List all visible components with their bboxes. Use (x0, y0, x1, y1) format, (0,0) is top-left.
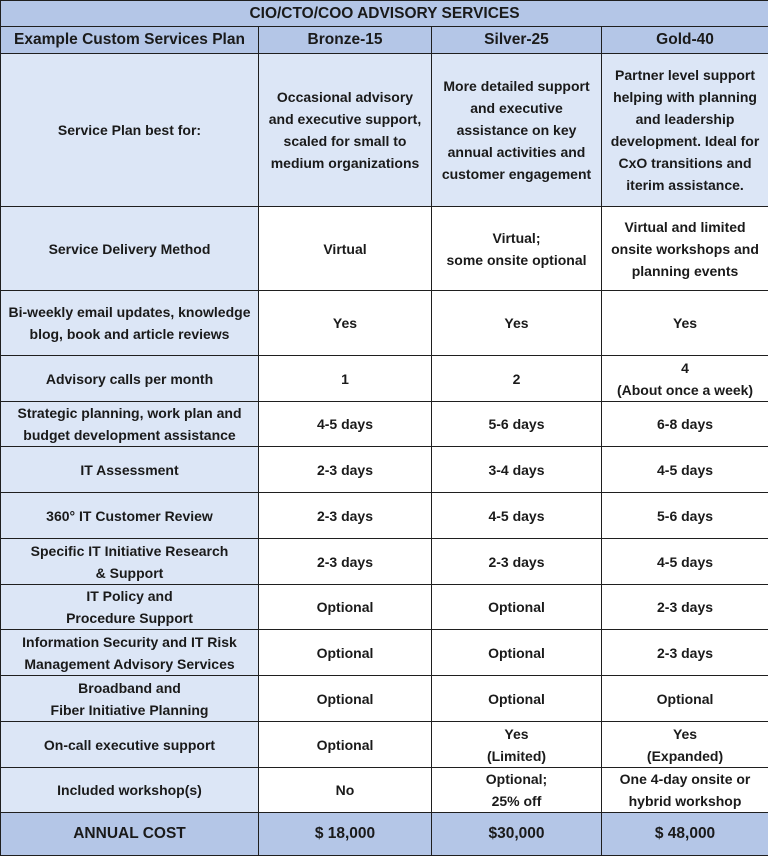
cell-strategic-planning-gold (602, 402, 768, 447)
row-label-initiative-research (1, 539, 259, 585)
cell-policy-support-gold (602, 585, 768, 630)
cell-line: 2-3 days (262, 551, 428, 573)
cell-line: helping with planning (605, 86, 765, 108)
cell-line: 2 (435, 368, 598, 390)
table-row (1, 447, 768, 493)
cell-advisory-calls-silver (432, 356, 602, 402)
cell-line: assistance on key (435, 119, 598, 141)
cell-line: 2-3 days (605, 596, 765, 618)
cell-line: Virtual (262, 238, 428, 260)
cell-line: 25% off (435, 790, 598, 812)
cell-delivery-method-silver (432, 207, 602, 291)
cell-line: annual activities and (435, 141, 598, 163)
cell-line: Yes (435, 723, 598, 745)
row-label-customer-review (1, 493, 259, 539)
cell-security-risk-bronze (259, 630, 432, 676)
row-label-strategic-planning (1, 402, 259, 447)
table-row (1, 54, 768, 207)
cell-line: 6-8 days (605, 413, 765, 435)
cell-broadband-planning-bronze (259, 676, 432, 722)
cell-line: 4-5 days (435, 505, 598, 527)
cell-best-for-gold (602, 54, 768, 207)
cell-workshops-gold (602, 768, 768, 813)
cell-line: More detailed support (435, 75, 598, 97)
cell-line: 1 (262, 368, 428, 390)
cell-line: (Limited) (435, 745, 598, 767)
cell-line: onsite workshops and (605, 238, 765, 260)
cell-line: 4 (605, 357, 765, 379)
table-row (1, 402, 768, 447)
cell-line: 2-3 days (435, 551, 598, 573)
cell-initiative-research-gold (602, 539, 768, 585)
cell-advisory-calls-bronze (259, 356, 432, 402)
row-label-security-risk (1, 630, 259, 676)
cell-policy-support-silver (432, 585, 602, 630)
cell-customer-review-gold (602, 493, 768, 539)
row-label-broadband-planning (1, 676, 259, 722)
row-label-it-assessment (1, 447, 259, 493)
row-label-delivery-method (1, 207, 259, 291)
cell-line: Optional (262, 596, 428, 618)
cell-email-updates-gold (602, 291, 768, 356)
annual-cost-silver: $30,000 (432, 813, 602, 856)
cell-line: Virtual; (435, 227, 598, 249)
annual-cost-row (1, 813, 768, 856)
cell-best-for-silver (432, 54, 602, 207)
cell-line: Optional (262, 734, 428, 756)
cell-line: CxO transitions and (605, 152, 765, 174)
cell-strategic-planning-silver (432, 402, 602, 447)
row-label-line: Service Delivery Method (4, 238, 255, 260)
cell-on-call-support-bronze (259, 722, 432, 768)
cell-line: One 4-day onsite or (605, 768, 765, 790)
header-plan-silver: Silver-25 (432, 27, 602, 54)
cell-strategic-planning-bronze (259, 402, 432, 447)
cell-initiative-research-bronze (259, 539, 432, 585)
cell-line: No (262, 779, 428, 801)
row-label-line: IT Policy and (4, 585, 255, 607)
row-label-line: Procedure Support (4, 607, 255, 629)
cell-security-risk-gold (602, 630, 768, 676)
cell-line: iterim assistance. (605, 174, 765, 196)
row-label-advisory-calls (1, 356, 259, 402)
cell-it-assessment-gold (602, 447, 768, 493)
cell-line: 5-6 days (435, 413, 598, 435)
row-label-workshops (1, 768, 259, 813)
table-row (1, 585, 768, 630)
cell-line: Optional (435, 596, 598, 618)
cell-it-assessment-silver (432, 447, 602, 493)
row-label-policy-support (1, 585, 259, 630)
cell-line: 4-5 days (605, 551, 765, 573)
cell-on-call-support-gold (602, 722, 768, 768)
header-plan-gold: Gold-40 (602, 27, 768, 54)
cell-line: Occasional advisory (262, 86, 428, 108)
annual-cost-gold: $ 48,000 (602, 813, 768, 856)
cell-line: Optional (262, 688, 428, 710)
row-label-line: Advisory calls per month (4, 368, 255, 390)
cell-line: Optional (435, 688, 598, 710)
cell-delivery-method-bronze (259, 207, 432, 291)
cell-line: development. Ideal for (605, 130, 765, 152)
table-row (1, 493, 768, 539)
cell-customer-review-bronze (259, 493, 432, 539)
cell-line: Optional; (435, 768, 598, 790)
row-label-best-for (1, 54, 259, 207)
cell-line: Yes (435, 312, 598, 334)
cell-line: Optional (262, 642, 428, 664)
cell-email-updates-silver (432, 291, 602, 356)
row-label-line: budget development assistance (4, 424, 255, 446)
cell-workshops-silver (432, 768, 602, 813)
row-label-line: Information Security and IT Risk (4, 631, 255, 653)
row-label-on-call-support (1, 722, 259, 768)
cell-line: planning events (605, 260, 765, 282)
row-label-line: blog, book and article reviews (4, 323, 255, 345)
cell-line: Optional (435, 642, 598, 664)
cell-policy-support-bronze (259, 585, 432, 630)
cell-security-risk-silver (432, 630, 602, 676)
cell-delivery-method-gold (602, 207, 768, 291)
cell-on-call-support-silver (432, 722, 602, 768)
row-label-line: IT Assessment (4, 459, 255, 481)
cell-line: (Expanded) (605, 745, 765, 767)
header-plan-bronze: Bronze-15 (259, 27, 432, 54)
cell-line: medium organizations (262, 152, 428, 174)
row-label-line: Bi-weekly email updates, knowledge (4, 301, 255, 323)
cell-line: customer engagement (435, 163, 598, 185)
cell-line: and executive support, (262, 108, 428, 130)
table-row (1, 356, 768, 402)
cell-line: Optional (605, 688, 765, 710)
table-row (1, 630, 768, 676)
table-row (1, 207, 768, 291)
cell-customer-review-silver (432, 493, 602, 539)
table-title: CIO/CTO/COO ADVISORY SERVICES (1, 1, 768, 27)
cell-line: and executive (435, 97, 598, 119)
cell-line: 4-5 days (262, 413, 428, 435)
row-label-line: On-call executive support (4, 734, 255, 756)
row-label-email-updates (1, 291, 259, 356)
cell-line: 3-4 days (435, 459, 598, 481)
row-label-line: Included workshop(s) (4, 779, 255, 801)
cell-line: 2-3 days (262, 505, 428, 527)
cell-line: 2-3 days (605, 642, 765, 664)
table-row (1, 768, 768, 813)
cell-advisory-calls-gold (602, 356, 768, 402)
row-label-line: & Support (4, 562, 255, 584)
cell-line: 2-3 days (262, 459, 428, 481)
cell-line: Partner level support (605, 64, 765, 86)
cell-broadband-planning-gold (602, 676, 768, 722)
row-label-line: 360° IT Customer Review (4, 505, 255, 527)
cell-email-updates-bronze (259, 291, 432, 356)
header-corner: Example Custom Services Plan (1, 27, 259, 54)
cell-workshops-bronze (259, 768, 432, 813)
cell-line: some onsite optional (435, 249, 598, 271)
row-label-line: Management Advisory Services (4, 653, 255, 675)
cell-line: Yes (262, 312, 428, 334)
table-row (1, 676, 768, 722)
row-label-line: Service Plan best for: (4, 119, 255, 141)
cell-broadband-planning-silver (432, 676, 602, 722)
cell-line: Yes (605, 312, 765, 334)
cell-line: and leadership (605, 108, 765, 130)
annual-cost-bronze: $ 18,000 (259, 813, 432, 856)
table-row (1, 291, 768, 356)
cell-line: scaled for small to (262, 130, 428, 152)
cell-line: Virtual and limited (605, 216, 765, 238)
row-label-line: Broadband and (4, 677, 255, 699)
table-row (1, 722, 768, 768)
table-row (1, 539, 768, 585)
cell-best-for-bronze (259, 54, 432, 207)
cell-line: (About once a week) (605, 379, 765, 401)
cell-line: hybrid workshop (605, 790, 765, 812)
row-label-line: Strategic planning, work plan and (4, 402, 255, 424)
cell-initiative-research-silver (432, 539, 602, 585)
row-label-line: Specific IT Initiative Research (4, 540, 255, 562)
annual-cost-label: ANNUAL COST (1, 813, 259, 856)
cell-line: Yes (605, 723, 765, 745)
cell-line: 5-6 days (605, 505, 765, 527)
cell-line: 4-5 days (605, 459, 765, 481)
cell-it-assessment-bronze (259, 447, 432, 493)
row-label-line: Fiber Initiative Planning (4, 699, 255, 721)
